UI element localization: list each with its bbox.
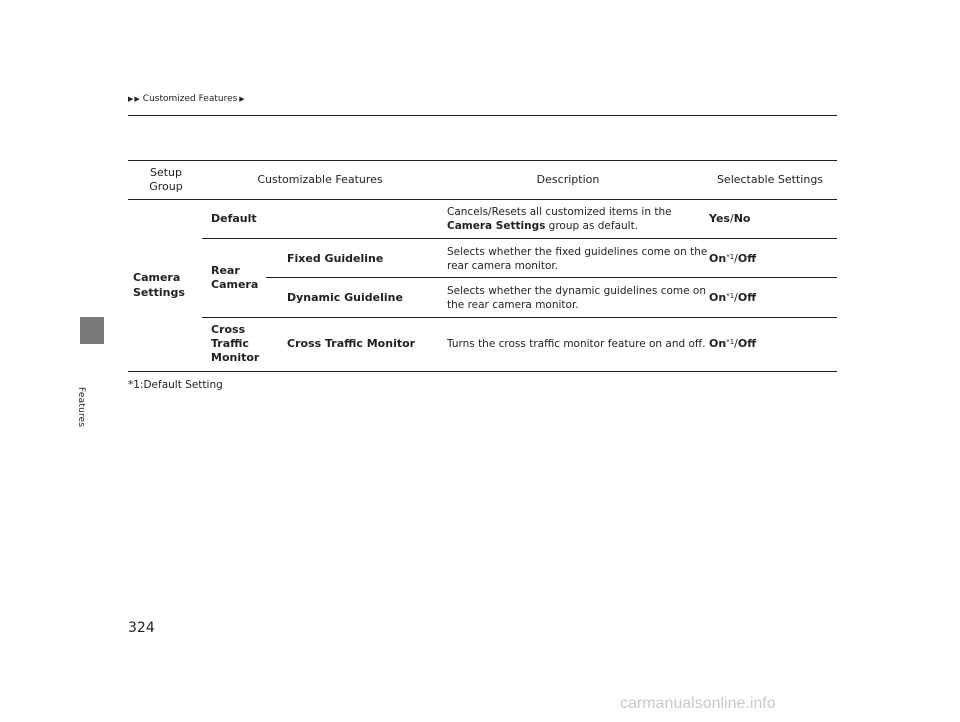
header-features: Customizable Features — [257, 173, 383, 186]
option-sep: / — [734, 291, 738, 304]
group-line1: Camera — [133, 271, 181, 284]
row-dynamic-desc-line2: the rear camera monitor. — [447, 299, 579, 311]
table-rule — [128, 199, 837, 200]
footnote: *1:Default Setting — [128, 379, 223, 391]
triangle-right-icon: ▶ — [134, 94, 140, 103]
option-sep: / — [734, 337, 738, 350]
desc-bold: Camera Settings — [447, 220, 546, 232]
table-rule — [128, 371, 837, 372]
row-fixed-options — [709, 252, 756, 266]
row-dynamic-options — [709, 291, 756, 305]
row-default-desc-line1: Cancels/Resets all customized items in the — [447, 206, 672, 218]
default-mark: *1 — [726, 253, 735, 261]
row-default-feature: Default — [211, 212, 257, 225]
subgroup-cross-line2: Traffic — [211, 337, 249, 350]
breadcrumb — [128, 94, 246, 104]
header-settings: Selectable Settings — [716, 173, 824, 186]
table-rule — [202, 317, 837, 318]
option-on: On — [709, 337, 727, 350]
row-fixed-feature: Fixed Guideline — [287, 252, 384, 265]
section-label: Features — [76, 387, 86, 428]
subgroup-rear-line2: Camera — [211, 278, 259, 291]
desc-rest: group as default. — [545, 220, 639, 232]
header-rule — [128, 115, 837, 116]
option-off: Off — [737, 337, 757, 350]
subgroup-cross-line3: Monitor — [211, 351, 260, 364]
row-dynamic-desc-line1: Selects whether the dynamic guidelines come on — [447, 285, 707, 297]
option-sep: / — [734, 252, 738, 265]
table-rule — [202, 238, 837, 239]
breadcrumb-text[interactable]: Customized Features — [142, 94, 238, 104]
header-group-line1: Setup — [149, 166, 183, 179]
row-default-desc-line2 — [447, 219, 638, 233]
default-mark: *1 — [726, 292, 735, 300]
watermark: carmanualsonline.info — [620, 695, 776, 712]
header-group-line2: Group — [149, 180, 183, 193]
row-fixed-desc-line1: Selects whether the fixed guidelines come on the — [447, 246, 708, 258]
row-fixed-desc-line2: rear camera monitor. — [447, 260, 559, 272]
option-sep: / — [729, 212, 734, 225]
group-line2: Settings — [133, 286, 185, 299]
option-on: On — [709, 252, 727, 265]
row-default-options — [709, 212, 750, 226]
row-cross-options — [709, 337, 756, 351]
option-on: On — [709, 291, 727, 304]
option-no: No — [733, 212, 751, 225]
subgroup-cross-line1: Cross — [211, 323, 246, 336]
table-rule — [128, 160, 837, 161]
header-description: Description — [536, 173, 600, 186]
option-yes: Yes — [709, 212, 730, 225]
row-cross-desc-line1: Turns the cross traffic monitor feature on and off. — [447, 338, 706, 350]
table-rule — [266, 277, 837, 278]
subgroup-rear-line1: Rear — [211, 264, 240, 277]
option-off: Off — [737, 252, 757, 265]
option-off: Off — [737, 291, 757, 304]
row-cross-feature: Cross Traffic Monitor — [287, 337, 416, 350]
triangle-right-icon: ▶ — [128, 94, 134, 103]
section-tab — [80, 317, 104, 344]
default-mark: *1 — [726, 338, 735, 346]
triangle-right-icon: ▶ — [239, 94, 245, 103]
row-dynamic-feature: Dynamic Guideline — [287, 291, 403, 304]
page-number: 324 — [128, 620, 155, 636]
